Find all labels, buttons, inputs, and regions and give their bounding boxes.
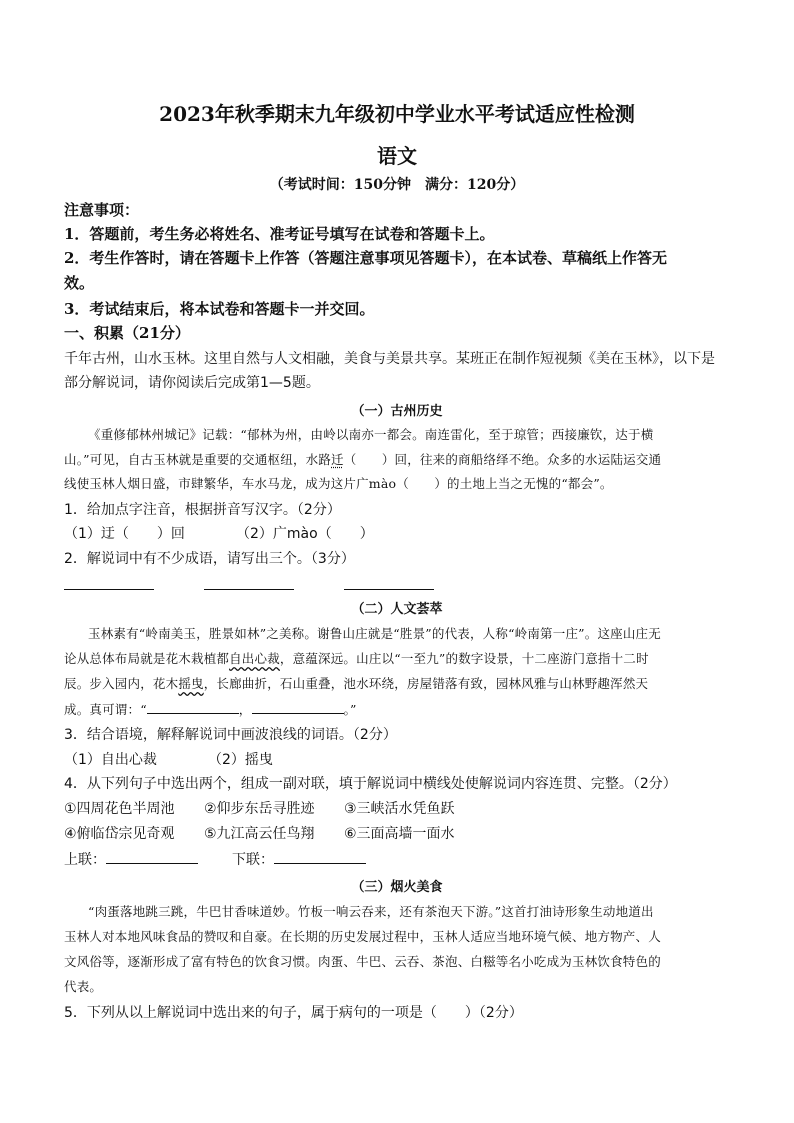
section2-text: ， <box>238 702 252 717</box>
wavy-word-yaoye: 摇曳 <box>178 676 204 691</box>
section3-para-line1: “肉蛋落地跳三跳，牛巴甘香味道妙。竹板一响云吞来，还有茶泡天下游。”这首打油诗形象生动地道出 <box>88 904 654 919</box>
question-1-b: （2）广mào（ ） <box>236 526 374 542</box>
section3-para-line3: 文风俗等，逐渐形成了富有特色的饮食习惯。肉蛋、牛巴、云吞、茶泡、白糍等名小吃成为玉林饮食特色的 <box>64 954 661 969</box>
question-4: 4．从下列句子中选出两个，组成一副对联，填于解说词中横线处使解说词内容连贯、完整。（2分） <box>64 776 677 792</box>
upper-couplet-blank[interactable] <box>106 849 198 864</box>
wavy-word-zichuxincai: 自出心裁 <box>229 651 280 666</box>
section2-para-line2 <box>64 649 649 667</box>
part1-intro-cont: 部分解说词，请你阅读后完成第1—5题。 <box>64 375 320 391</box>
question-3: 3．结合语境，解释解说词中画波浪线的词语。（2分） <box>64 727 397 743</box>
section3-para-line2: 玉林人对本地风味食品的赞叹和自豪。在长期的历史发展过程中，玉林人适应当地环境气候、地方物产、人 <box>64 929 661 944</box>
option-2: ②仰步东岳寻胜迹 <box>204 801 315 817</box>
note-3: 3．考试结束后，将本试卷和答题卡一并交回。 <box>64 300 375 318</box>
note-1: 1．答题前，考生务必将姓名、准考证号填写在试卷和答题卡上。 <box>64 225 495 243</box>
lower-couplet-row <box>232 849 366 869</box>
note-2: 2．考生作答时，请在答题卡上作答（答题注意事项见答题卡），在本试卷、草稿纸上作答无 <box>64 249 667 267</box>
option-5: ⑤九江高云任鸟翔 <box>204 826 315 842</box>
lower-couplet-blank[interactable] <box>274 849 366 864</box>
question-2: 2．解说词中有不少成语，请写出三个。（3分） <box>64 551 355 567</box>
upper-couplet-row <box>64 849 198 869</box>
section3-para-line4: 代表。 <box>64 979 103 994</box>
exam-title: 2023年秋季期末九年级初中学业水平考试适应性检测 <box>159 102 635 126</box>
couplet-blank-2[interactable] <box>252 699 344 714</box>
section1-para-line3: 线使玉林人烟日盛，市肆繁华，车水马龙，成为这片广mào（ ）的土地上当之无愧的“都会”。 <box>64 476 613 491</box>
section1-para-line1: 《重修郁林州城记》记载：“郁林为州，由岭以南亦一都会。南连雷化，至于琼管；西接廉钦，达于横 <box>88 427 654 442</box>
section2-text: ，意蕴深远。山庄以“一至九”的数字设景，十二座游门意指十二时 <box>279 651 649 666</box>
section1-text: 山。”可见，自古玉林就是重要的交通枢纽，水路 <box>64 452 332 467</box>
section2-text: ，长廊曲折，石山重叠，池水环绕，房屋错落有致，园林风雅与山林野趣浑然天 <box>203 676 649 691</box>
question-3-a: （1）自出心裁 <box>64 752 157 768</box>
upper-couplet-label: 上联： <box>64 852 106 868</box>
section1-text: （ ）回，往来的商船络绎不绝。众多的水运陆运交通 <box>343 452 662 467</box>
section3-heading: （三）烟火美食 <box>351 880 443 895</box>
note-2-cont: 效。 <box>64 274 95 292</box>
section2-text: 。” <box>343 702 357 717</box>
exam-info: （考试时间：150分钟 满分：120分） <box>269 177 525 193</box>
subject-title: 语文 <box>377 144 417 168</box>
question-3-b: （2）摇曳 <box>208 752 273 768</box>
option-6: ⑥三面高墙一面水 <box>344 826 455 842</box>
section1-para-line2 <box>64 450 661 468</box>
question-1-a: （1）迂（ ）回 <box>64 526 185 542</box>
couplet-blank-1[interactable] <box>147 699 239 714</box>
section2-para-line3 <box>64 674 648 692</box>
question-1: 1．给加点字注音，根据拼音写汉字。（2分） <box>64 502 341 518</box>
dotted-char-yu: 迁 <box>331 452 344 467</box>
answer-line-3[interactable] <box>344 589 434 590</box>
section2-text: 论从总体布局就是花木栽植都 <box>64 651 230 666</box>
question-5: 5．下列从以上解说词中选出来的句子，属于病句的一项是（ ）（2分） <box>64 1005 523 1021</box>
section2-text: 辰。步入园内，花木 <box>64 676 179 691</box>
answer-line-1[interactable] <box>64 589 154 590</box>
answer-line-2[interactable] <box>204 589 294 590</box>
part1-heading: 一、积累（21分） <box>64 324 190 342</box>
option-3: ③三峡活水凭鱼跃 <box>344 801 455 817</box>
part1-intro: 千年古州，山水玉林。这里自然与人文相融，美食与美景共享。某班正在制作短视频《美在玉林》，以下是 <box>64 351 715 367</box>
lower-couplet-label: 下联： <box>232 852 274 868</box>
section2-para-line4 <box>64 699 357 718</box>
notes-heading: 注意事项： <box>64 201 140 219</box>
section1-heading: （一）古州历史 <box>351 404 443 419</box>
section2-para-line1: 玉林素有“岭南美玉，胜景如林”之美称。谢鲁山庄就是“胜景”的代表，人称“岭南第一庄”。这座山庄无 <box>88 626 661 641</box>
option-1: ①四周花色半周池 <box>64 801 175 817</box>
section2-text: 成。真可谓：“ <box>64 702 147 717</box>
section2-heading: （二）人文荟萃 <box>351 602 443 617</box>
option-4: ④俯临岱宗见奇观 <box>64 826 175 842</box>
